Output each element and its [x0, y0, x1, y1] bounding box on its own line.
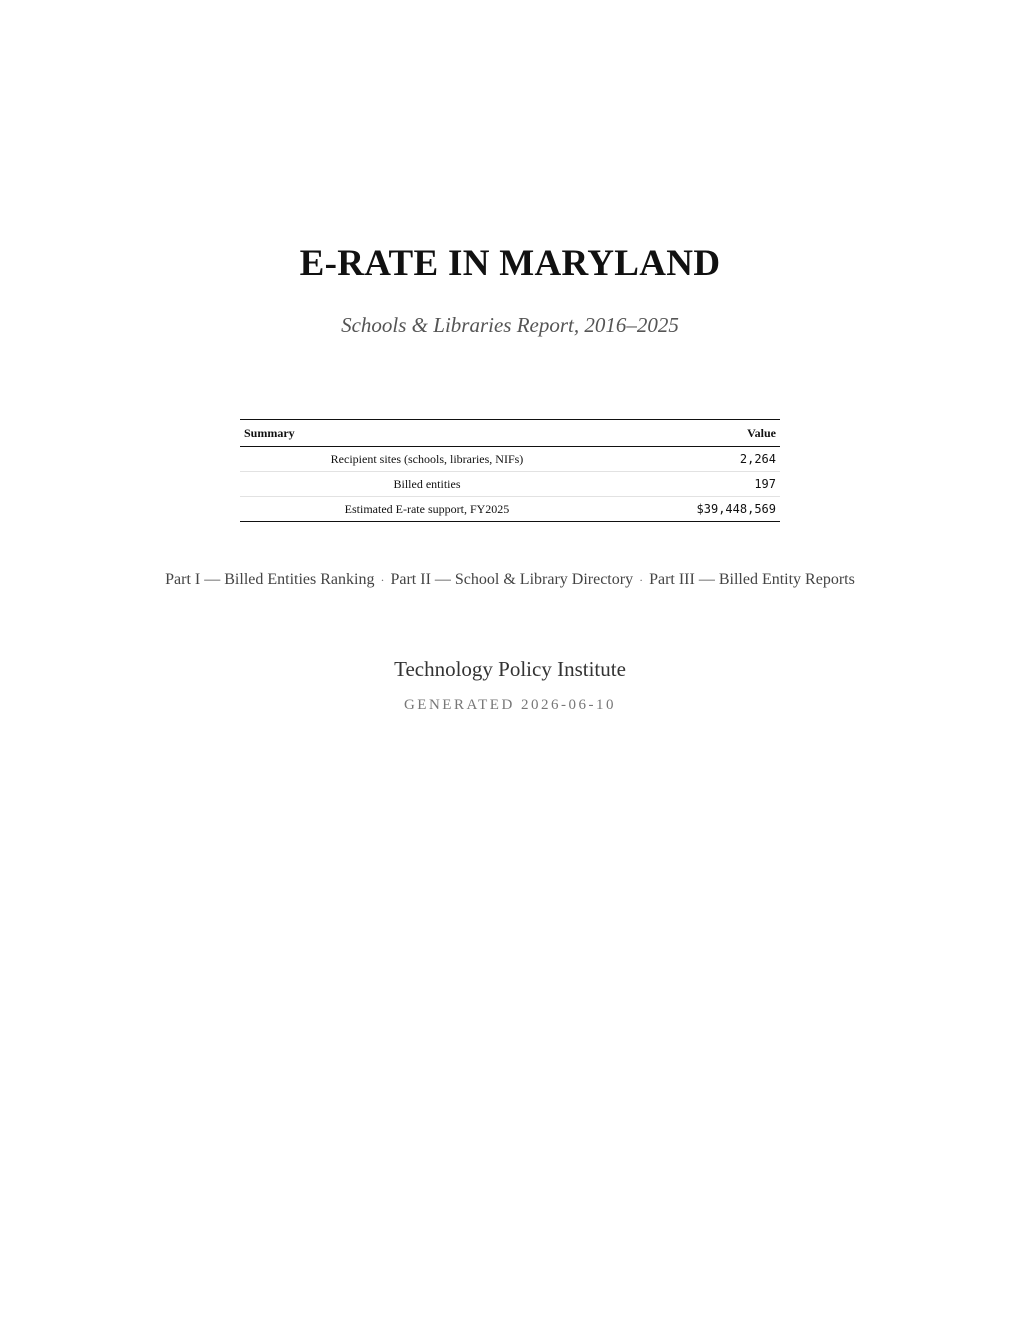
page-title: E-RATE IN MARYLAND [299, 243, 721, 284]
summary-table-header-row [240, 420, 780, 447]
part-3-link: Part III — Billed Entity Reports [649, 571, 855, 588]
recipient-sites-label: Recipient sites (schools, libraries, NIFs) [330, 451, 524, 466]
recipient-sites-value: 2,264 [739, 452, 776, 466]
table-row [240, 472, 780, 497]
estimated-support-value: $39,448,569 [696, 502, 776, 516]
generated-date: GENERATED 2026-06-10 [403, 697, 617, 713]
page-subtitle: Schools & Libraries Report, 2016–2025 [341, 313, 679, 337]
parts-list [0, 571, 1020, 589]
table-row [240, 497, 780, 522]
separator-dot: · [380, 573, 385, 587]
summary-table [240, 419, 780, 522]
organization-name: Technology Policy Institute [394, 657, 626, 681]
summary-column-header: Summary [244, 425, 295, 440]
billed-entities-value: 197 [754, 477, 776, 491]
value-column-header: Value [747, 425, 776, 440]
part-1-link: Part I — Billed Entities Ranking [165, 571, 375, 588]
billed-entities-label: Billed entities [393, 476, 461, 491]
separator-dot: · [639, 573, 644, 587]
part-2-link: Part II — School & Library Directory [390, 571, 634, 588]
estimated-support-label: Estimated E-rate support, FY2025 [344, 501, 510, 516]
table-row [240, 447, 780, 472]
